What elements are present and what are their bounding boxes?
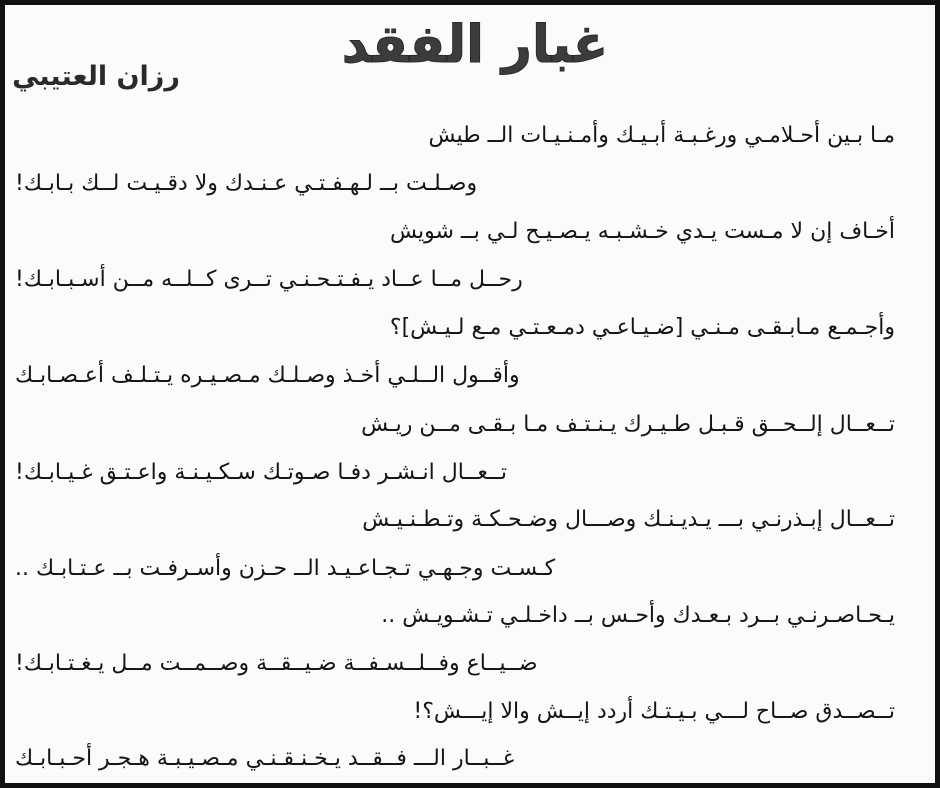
author-name: رزان العتيبي	[12, 61, 180, 92]
verse-line-3: أخـاف إن لا مـست يـدي خـشـبـه يـصـيـح لـي بــ شويش	[389, 219, 895, 244]
verse-line-10: كـسـت وجـهـي تـجـاعـيـد الــ حـزن وأسـرفـت بــ عـتـابـك ..	[15, 556, 556, 581]
verse-line-1: مـا بـين أحـلامـي ورغـبـة أبـيـك وأمـنـيـات الــ طيش	[428, 123, 895, 148]
verse-line-13: تــصــدق صــاح لـــي بـيـتـك أردد إيــش والا إيـــش؟!	[413, 699, 895, 724]
verse-line-9: تــعــال إبـذرنـي بـــ يـديـنـك وصـــال وضـحـكـة وتـطـنـيـش	[362, 507, 895, 532]
verse-line-5: وأجـمـع مـابـقـى مـنـي [ضـيـاعـي دمـعـتـي مـع لـيـش]؟	[389, 315, 895, 340]
verse-line-2: وصـلـت بــ لـهـفـتـي عـنـدك ولا دقـيـت لــك بـابـك!	[15, 171, 478, 196]
verse-line-4: رحــل مــا عــاد يـفـتـحـنـي تــرى كــلــه مــن أسـبـابـك!	[15, 267, 523, 292]
poem-title: غبار الفقد	[341, 15, 609, 75]
verse-line-11: يـحـاصـرنـي بــرد بـعـدك وأحـس بــ داخـلـي تـشـويـش ..	[381, 603, 895, 628]
verse-line-6: وأقــول الــلـي أخـذ وصـلـك مـصـيـره يـتـلـف أعـصـابـك	[15, 363, 520, 388]
verse-line-8: تــعــال انـشـر دفـا صـوتـك سـكـيـنـة واعـتـق غـيـابـك!	[15, 460, 507, 485]
verse-line-12: ضــيــاع وفــلــسـفــة ضـيــقــة وصــمــت مــل يـغـتـابـك!	[15, 651, 538, 676]
verse-line-7: تــعــال إلــحــق قـبـل طـيـرك يـنـتـف مـا بـقـى مــن ريـش	[361, 412, 895, 437]
verse-line-14: غــبــار الـــ فــقــد يـخـنـقـنـي مـصـيـبـة هـجـر أحـبـابـك	[15, 746, 515, 771]
